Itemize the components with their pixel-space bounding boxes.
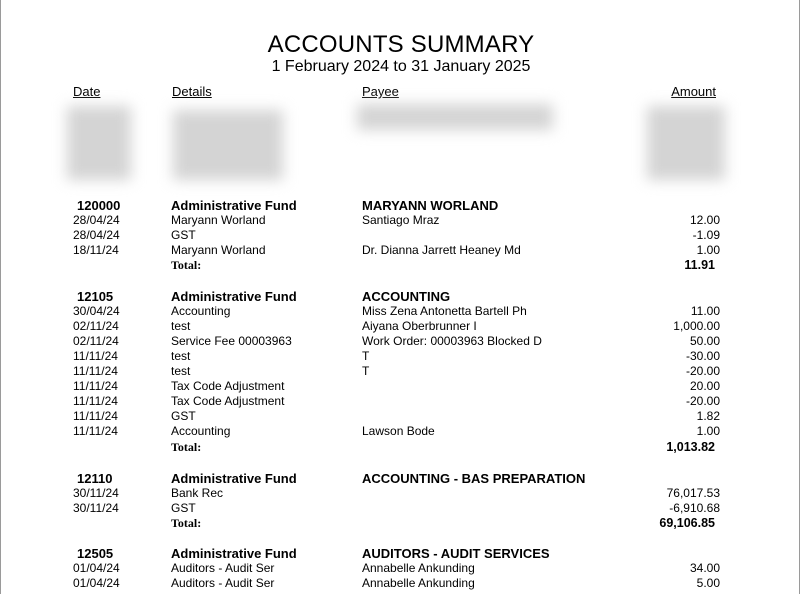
group-total-row: [1, 516, 800, 531]
row-payee: Aiyana Oberbrunner I: [362, 319, 477, 333]
row-date: 11/11/24: [73, 394, 118, 408]
row-amount: 12.00: [689, 213, 720, 227]
total-amount: 69,106.85: [659, 516, 715, 530]
row-amount: 1.82: [696, 409, 720, 423]
report-title: ACCOUNTS SUMMARY: [267, 31, 535, 58]
row-date: 18/11/24: [73, 243, 119, 257]
row-amount: -6,910.68: [669, 501, 720, 515]
row-details: Auditors - Audit Ser: [171, 576, 275, 590]
row-details: Bank Rec: [171, 486, 224, 500]
report-period: 1 February 2024 to 31 January 2025: [271, 58, 531, 75]
row-payee: Miss Zena Antonetta Bartell Ph: [362, 304, 527, 318]
row-payee: Dr. Dianna Jarrett Heaney Md: [362, 243, 521, 257]
row-amount: 5.00: [696, 576, 720, 590]
row-date: 11/11/24: [73, 349, 118, 363]
row-amount: -20.00: [685, 364, 720, 378]
row-date: 28/04/24: [73, 213, 120, 227]
redacted-block-details: [173, 110, 283, 180]
table-row: [1, 334, 800, 349]
row-details: GST: [171, 228, 196, 242]
row-date: 11/11/24: [73, 409, 118, 423]
row-details: Accounting: [171, 304, 231, 318]
redacted-block-date: [67, 106, 131, 180]
total-label: Total:: [171, 258, 202, 272]
row-date: 01/04/24: [73, 561, 120, 575]
account-code: 12505: [77, 546, 114, 561]
row-payee: T: [362, 349, 370, 363]
row-date: 11/11/24: [73, 379, 118, 393]
table-row: [1, 409, 800, 424]
table-row: [1, 501, 800, 516]
table-row: [1, 228, 800, 243]
row-date: 11/11/24: [73, 364, 118, 378]
table-row: [1, 486, 800, 501]
row-amount: 1.00: [696, 243, 720, 257]
row-details: test: [171, 349, 191, 363]
table-row: [1, 576, 800, 591]
fund-name: Administrative Fund: [171, 198, 297, 213]
row-amount: -20.00: [685, 394, 720, 408]
total-label: Total:: [171, 516, 202, 530]
row-amount: 76,017.53: [666, 486, 720, 500]
group-total-row: [1, 258, 800, 273]
fund-name: Administrative Fund: [171, 546, 297, 561]
table-row: [1, 364, 800, 379]
table-row: [1, 349, 800, 364]
row-payee: Work Order: 00003963 Blocked D: [362, 334, 542, 348]
row-details: Tax Code Adjustment: [171, 379, 285, 393]
table-row: [1, 379, 800, 394]
row-details: Accounting: [171, 424, 231, 438]
account-code: 12105: [77, 289, 114, 304]
column-header-date: Date: [73, 84, 101, 99]
row-date: 28/04/24: [73, 228, 120, 242]
row-payee: Annabelle Ankunding: [362, 576, 475, 590]
row-date: 30/04/24: [73, 304, 120, 318]
row-payee: Lawson Bode: [362, 424, 435, 438]
row-date: 01/04/24: [73, 576, 120, 590]
row-date: 02/11/24: [73, 334, 119, 348]
row-date: 30/11/24: [73, 486, 119, 500]
redacted-block-amount: [647, 106, 725, 180]
total-amount: 11.91: [684, 258, 715, 272]
row-amount: 20.00: [689, 379, 720, 393]
row-amount: 50.00: [689, 334, 720, 348]
group-header: [1, 289, 800, 304]
table-row: [1, 213, 800, 228]
table-row: [1, 243, 800, 258]
row-amount: 11.00: [690, 304, 720, 318]
group-header: [1, 546, 800, 561]
column-header-amount: Amount: [671, 84, 716, 99]
group-header: [1, 471, 800, 486]
column-header-details: Details: [172, 84, 212, 99]
table-row: [1, 424, 800, 439]
row-payee: Annabelle Ankunding: [362, 561, 475, 575]
fund-name: Administrative Fund: [171, 471, 297, 486]
group-header: [1, 198, 800, 213]
table-row: [1, 561, 800, 576]
account-name: AUDITORS - AUDIT SERVICES: [362, 546, 550, 561]
account-name: MARYANN WORLAND: [362, 198, 499, 213]
row-payee: Santiago Mraz: [362, 213, 440, 227]
row-details: GST: [171, 409, 196, 423]
row-amount: -30.00: [685, 349, 720, 363]
account-name: ACCOUNTING - BAS PREPARATION: [362, 471, 586, 486]
row-amount: 1.00: [696, 424, 720, 438]
row-details: Service Fee 00003963: [171, 334, 292, 348]
row-details: Maryann Worland: [171, 243, 266, 257]
table-row: [1, 394, 800, 409]
total-amount: 1,013.82: [666, 440, 715, 454]
row-date: 02/11/24: [73, 319, 119, 333]
column-header-payee: Payee: [362, 84, 399, 99]
account-code: 12110: [77, 471, 113, 486]
row-date: 30/11/24: [73, 501, 119, 515]
row-details: Maryann Worland: [171, 213, 266, 227]
account-name: ACCOUNTING: [362, 289, 451, 304]
fund-name: Administrative Fund: [171, 289, 297, 304]
row-date: 11/11/24: [73, 424, 118, 438]
row-details: Auditors - Audit Ser: [171, 561, 275, 575]
row-amount: 1,000.00: [673, 319, 720, 333]
row-details: GST: [171, 501, 196, 515]
row-details: Tax Code Adjustment: [171, 394, 285, 408]
row-payee: T: [362, 364, 370, 378]
row-amount: 34.00: [689, 561, 720, 575]
table-row: [1, 304, 800, 319]
row-details: test: [171, 319, 191, 333]
table-row: [1, 319, 800, 334]
total-label: Total:: [171, 440, 202, 454]
row-amount: -1.09: [692, 228, 720, 242]
account-code: 120000: [77, 198, 121, 213]
group-total-row: [1, 440, 800, 455]
row-details: test: [171, 364, 191, 378]
redacted-block-payee: [357, 104, 553, 130]
